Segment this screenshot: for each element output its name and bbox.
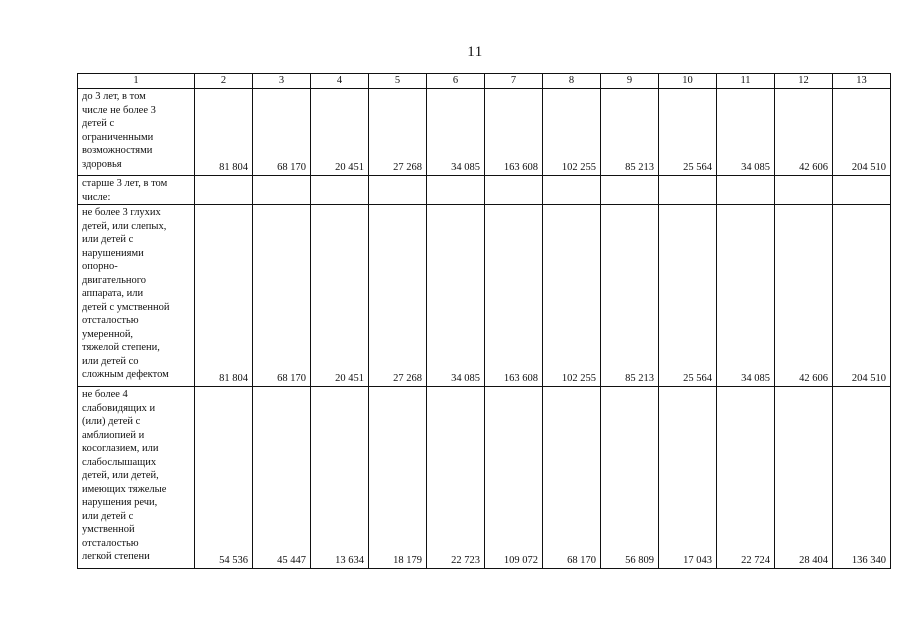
row-label: старше 3 лет, в том числе: <box>78 176 195 205</box>
table-cell: 54 536 <box>195 387 253 569</box>
funding-table <box>77 73 891 569</box>
table-cell: 68 170 <box>253 205 311 387</box>
column-header: 2 <box>195 74 253 89</box>
column-header: 6 <box>427 74 485 89</box>
table-cell: 102 255 <box>543 205 601 387</box>
table-cell: 17 043 <box>659 387 717 569</box>
table-cell: 28 404 <box>775 387 833 569</box>
table-cell: 102 255 <box>543 89 601 176</box>
table-cell: 68 170 <box>543 387 601 569</box>
column-header: 11 <box>717 74 775 89</box>
table-cell <box>195 176 253 205</box>
table-cell: 136 340 <box>833 387 891 569</box>
table-row <box>78 205 891 387</box>
table-cell <box>311 176 369 205</box>
table-cell: 163 608 <box>485 205 543 387</box>
table-cell <box>659 176 717 205</box>
header-row <box>78 74 891 89</box>
column-header: 13 <box>833 74 891 89</box>
table-cell: 34 085 <box>427 205 485 387</box>
table-cell: 22 724 <box>717 387 775 569</box>
table-cell: 27 268 <box>369 205 427 387</box>
table-cell <box>253 176 311 205</box>
column-header: 9 <box>601 74 659 89</box>
table-cell: 81 804 <box>195 205 253 387</box>
column-header: 8 <box>543 74 601 89</box>
table-cell: 42 606 <box>775 89 833 176</box>
table-cell <box>717 176 775 205</box>
table-cell: 204 510 <box>833 89 891 176</box>
table-cell: 204 510 <box>833 205 891 387</box>
table-cell: 22 723 <box>427 387 485 569</box>
column-header: 12 <box>775 74 833 89</box>
table-cell: 34 085 <box>427 89 485 176</box>
table-cell: 20 451 <box>311 89 369 176</box>
table-cell: 20 451 <box>311 205 369 387</box>
table-cell <box>427 176 485 205</box>
table-cell: 68 170 <box>253 89 311 176</box>
table-cell <box>601 176 659 205</box>
table-row <box>78 387 891 569</box>
table-cell: 25 564 <box>659 89 717 176</box>
table-cell: 42 606 <box>775 205 833 387</box>
column-header: 1 <box>78 74 195 89</box>
table-cell: 34 085 <box>717 89 775 176</box>
table-cell: 13 634 <box>311 387 369 569</box>
table-cell <box>543 176 601 205</box>
row-label: не более 4 слабовидящих и (или) детей с амблиопией и косоглазием, или слабослышащих детей, или детей, имеющих тяжелые нарушения речи, или детей с умственной отсталостью легкой степени <box>78 387 195 569</box>
row-label: не более 3 глухих детей, или слепых, или детей с нарушениями опорно- двигательного аппарата, или детей с умственной отсталостью умеренной, тяжелой степени, или детей со сложным дефектом <box>78 205 195 387</box>
table-cell <box>485 176 543 205</box>
column-header: 7 <box>485 74 543 89</box>
table-cell: 34 085 <box>717 205 775 387</box>
table-cell: 85 213 <box>601 205 659 387</box>
table-cell: 27 268 <box>369 89 427 176</box>
table-row <box>78 89 891 176</box>
table-cell: 56 809 <box>601 387 659 569</box>
page-number: 11 <box>467 44 483 60</box>
row-label: до 3 лет, в том числе не более 3 детей с ограниченными возможностями здоровья <box>78 89 195 176</box>
table-cell: 18 179 <box>369 387 427 569</box>
table-cell: 163 608 <box>485 89 543 176</box>
table-cell: 25 564 <box>659 205 717 387</box>
table-cell <box>833 176 891 205</box>
table-cell: 109 072 <box>485 387 543 569</box>
table-row <box>78 176 891 205</box>
table-cell: 45 447 <box>253 387 311 569</box>
column-header: 10 <box>659 74 717 89</box>
table-cell: 85 213 <box>601 89 659 176</box>
column-header: 5 <box>369 74 427 89</box>
column-header: 3 <box>253 74 311 89</box>
table-cell <box>775 176 833 205</box>
column-header: 4 <box>311 74 369 89</box>
table-cell: 81 804 <box>195 89 253 176</box>
table-cell <box>369 176 427 205</box>
